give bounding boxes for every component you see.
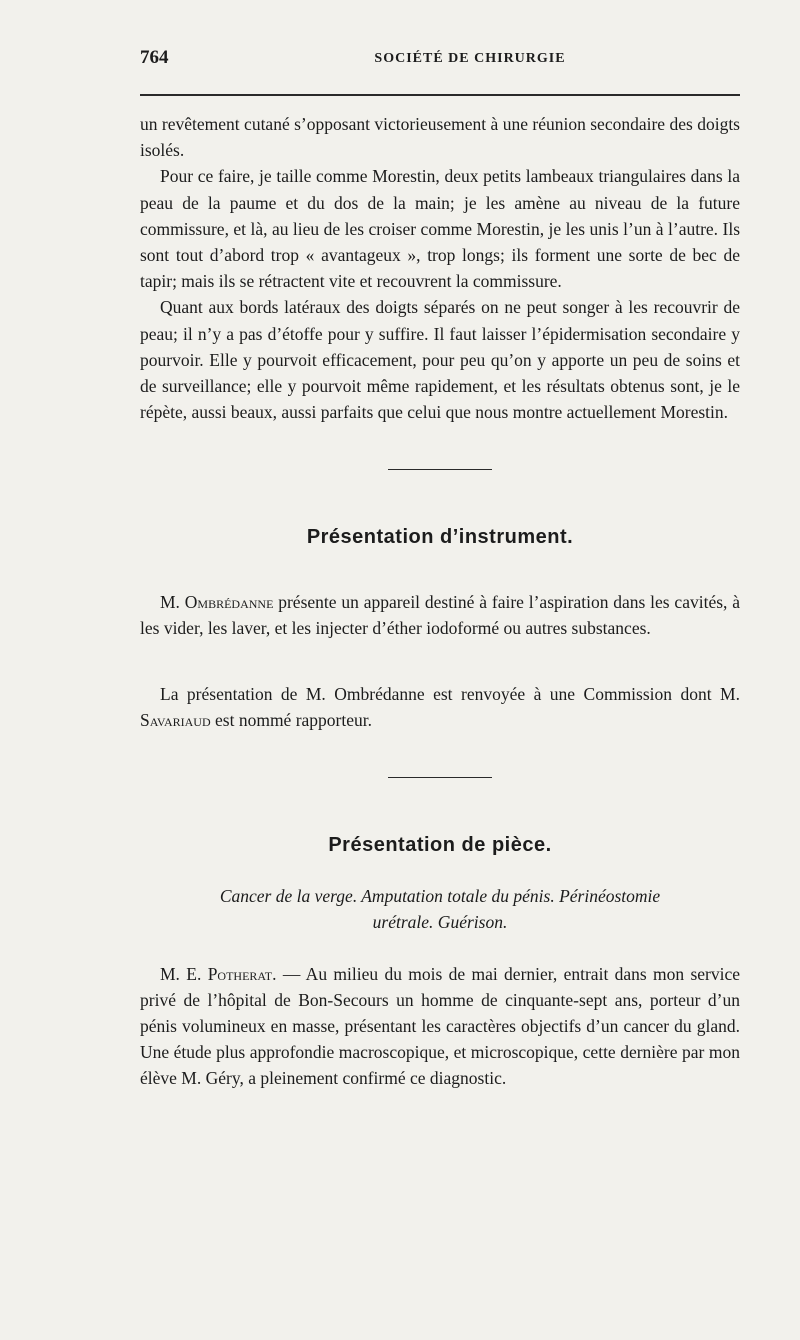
paragraph-commission [140,681,740,733]
section-title-instrument: Présentation d’instrument. [306,526,574,549]
paragraph-text: est nommé rapporteur. [215,710,372,731]
running-head: SOCIÉTÉ DE CHIRURGIE [374,51,566,66]
author-name: Potherat. [207,963,277,984]
page-header [140,47,740,77]
case-subtitle [140,883,740,935]
page-body [140,111,740,1092]
paragraph-2: Pour ce faire, je taille comme Morestin, deux petits lambeaux triangulaires dans la peau de la paume et du dos de la main; je les amène au niveau de la future commissure, et là, au lieu de les croiser comme Morestin, je les unis l’un à l’autre. Ils sont tout d’abord trop « avantageux », trop longs; ils forment une sorte de bec de tapir; mais ils se rétractent vite et recouvrent la commissure. [140,166,740,292]
section-divider [388,777,492,778]
page-number: 764 [140,47,169,68]
section-title-piece: Présentation de pièce. [328,834,552,857]
paragraph-1: un revêtement cutané s’opposant victorieusement à une réunion secondaire des doigts isolés. [140,114,740,161]
paragraph-text: — Au milieu du mois de mai dernier, entrait dans mon service privé de l’hôpital de Bon-Secours un homme de cinquante-sept ans, porteur d’un pénis volumineux en masse, présentant les caractères objectifs d’un cancer du gland. Une étude plus approfondie macroscopique, et microscopique, cette dernière par mon élève M. Géry, a pleinement confirmé ce diagnostic. [140,963,741,1089]
header-rule [140,94,740,96]
paragraph-potherat [140,961,740,1092]
lead-text: M. E. [160,963,202,984]
paragraph-text: présente un appareil destiné à faire l’aspiration dans les cavités, à les vider, les laver, et les injecter d’éther iodoformé ou autres substances. [140,591,740,638]
subtitle-line-2: urétrale. Guérison. [372,911,508,932]
author-name: Ombrédanne [184,591,274,612]
lead-text: M. [160,591,180,612]
paragraph-ombredanne [140,589,740,641]
subtitle-line-1: Cancer de la verge. Amputation totale du pénis. Périnéostomie [219,885,661,906]
rapporteur-name: Savariaud [140,710,211,731]
paragraph-text: La présentation de M. Ombrédanne est renvoyée à une Commission dont M. [160,684,740,705]
section-divider [388,469,492,470]
paragraph-3: Quant aux bords latéraux des doigts séparés on ne peut songer à les recouvrir de peau; il n’y a pas d’étoffe pour y suffire. Il faut laisser l’épidermisation secondaire y pourvoir. Elle y pourvoit efficacement, pour peu qu’on y apporte un peu de soins et de surveillance; elle y pourvoit même rapidement, et les résultats obtenus sont, je le répète, aussi beaux, aussi parfaits que celui que nous montre actuellement Morestin. [140,297,740,423]
